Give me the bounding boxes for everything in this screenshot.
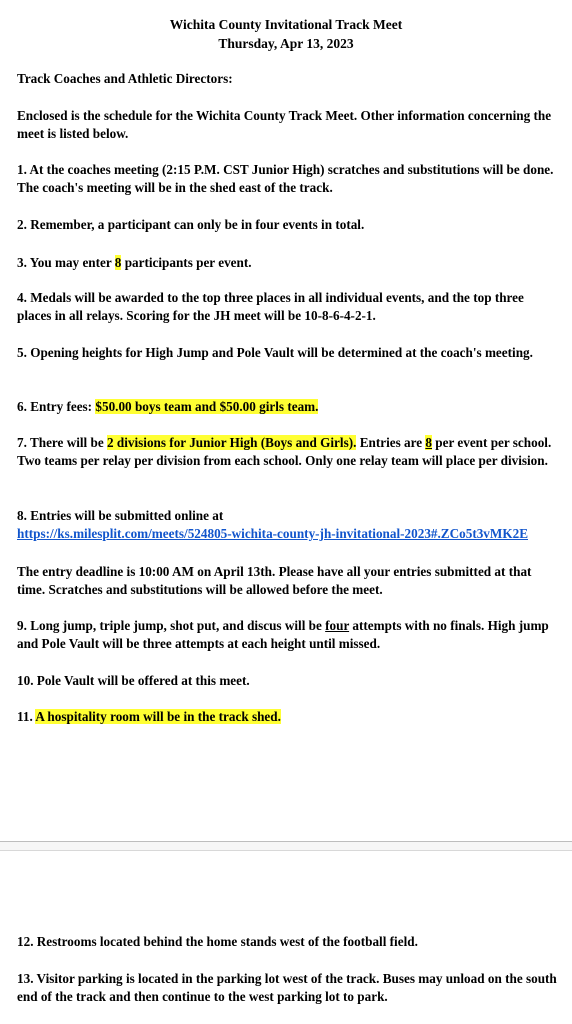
document-header <box>0 15 572 53</box>
item-9-underline: four <box>325 618 350 633</box>
item-3 <box>17 254 557 272</box>
item-9 <box>17 617 557 653</box>
salutation: Track Coaches and Athletic Directors: <box>17 71 233 86</box>
deadline-paragraph: The entry deadline is 10:00 AM on April 13th. Please have all your entries submitted at that time. Scratches and substitutions will be allowed before the meet. <box>17 564 532 597</box>
intro-paragraph: Enclosed is the schedule for the Wichita County Track Meet. Other information concerning the meet is listed below. <box>17 108 552 141</box>
item-3-text-end: participants per event. <box>121 255 252 270</box>
item-7-text: 7. There will be <box>17 435 107 450</box>
item-7 <box>17 434 557 470</box>
item-4: 4. Medals will be awarded to the top three places in all individual events, and the top three places in all relays. Scoring for the JH meet will be 10-8-6-4-2-1. <box>17 290 524 323</box>
item-1: 1. At the coaches meeting (2:15 P.M. CST Junior High) scratches and substitutions will be done. The coach's meeting will be in the shed east of the track. <box>17 162 554 195</box>
item-10: 10. Pole Vault will be offered at this meet. <box>17 673 250 688</box>
item-13: 13. Visitor parking is located in the parking lot west of the track. Buses may unload on the south end of the track and then continue to the west parking lot to park. <box>17 971 557 1004</box>
item-6 <box>17 398 557 416</box>
item-9-text: 9. Long jump, triple jump, shot put, and discus will be <box>17 618 326 633</box>
item-7-text-end: per event per school. Two teams per relay per division from each school. Only one relay team will place per division. <box>17 435 552 468</box>
item-8-text: 8. Entries will be submitted online at <box>17 508 224 523</box>
page-break <box>0 841 572 851</box>
document-page-2 <box>0 852 572 1024</box>
document-date: Thursday, Apr 13, 2023 <box>218 36 354 51</box>
item-6-text: 6. Entry fees: <box>17 399 96 414</box>
item-6-highlight: $50.00 boys team and $50.00 girls team. <box>95 399 319 414</box>
item-3-text: 3. You may enter <box>17 255 115 270</box>
item-11-text: 11. <box>17 709 36 724</box>
item-5: 5. Opening heights for High Jump and Pole Vault will be determined at the coach's meeting. <box>17 345 533 360</box>
item-11 <box>17 708 557 726</box>
item-7-highlight: 2 divisions for Junior High (Boys and Girls). <box>107 435 357 450</box>
document-title: Wichita County Invitational Track Meet <box>169 17 403 32</box>
item-9-text-end: attempts with no finals. High jump and Pole Vault will be three attempts at each height until missed. <box>17 618 549 651</box>
item-3-highlight: 8 <box>114 255 122 270</box>
item-2: 2. Remember, a participant can only be in four events in total. <box>17 217 365 232</box>
item-7-highlight-count: 8 <box>425 435 432 450</box>
item-11-highlight: A hospitality room will be in the track shed. <box>35 709 281 724</box>
item-7-text-mid: Entries are <box>356 435 426 450</box>
entries-link[interactable]: https://ks.milesplit.com/meets/524805-wichita-county-jh-invitational-2023#.ZCo5t3vMK2E <box>17 526 528 541</box>
item-8 <box>17 507 557 543</box>
item-12: 12. Restrooms located behind the home stands west of the football field. <box>17 934 418 949</box>
